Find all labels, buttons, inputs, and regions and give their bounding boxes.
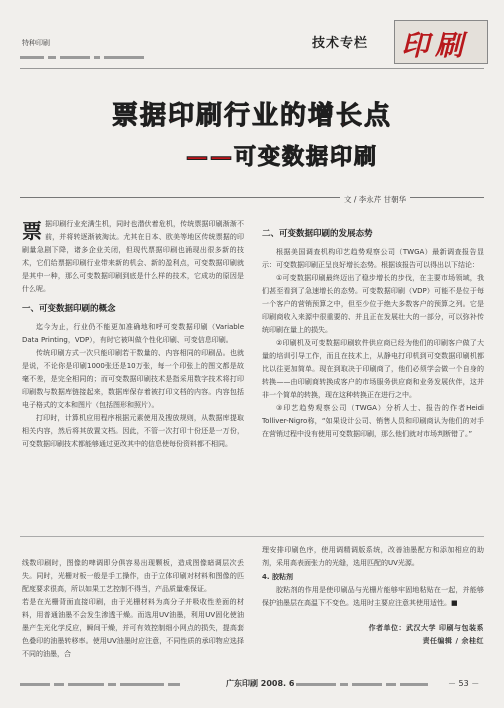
header-dash-row <box>20 56 160 59</box>
bottom-right-p1: 理安排印刷色序，使用调精调版系统，改善油墨配方和添加相应的助剂，采用高表面张力的光缝，选用匹配的UV光源。 <box>262 546 484 567</box>
section1-paragraph: 打印时，计算机应用程序根据元素使用及搜放规则，从数据库提取相关内容，然后将其放置文档。因此，不管一次打印十份还是一万份，可变数据印刷技术都能够通过更改其中的信息使每份资料都不相同。 <box>22 414 244 448</box>
footer-dash-right <box>296 683 436 686</box>
logo-text: 印刷 <box>401 29 470 62</box>
section1-paragraph: 传统印刷方式一次只能印刷若干数量的、内容相同的印刷品。也就是说，不论你是印刷1000张还是10万张，每一个印张上的图文都是故毫不差，是完全相同的；而可变数据印刷技术是指采用数字技术将打印印刷数与数据库链接起来，数据库保存着被打印文档的内容。内容包括电子格式的文本和图片（包括图形和照片）。 <box>22 349 244 409</box>
bottom-right-p2 <box>262 584 484 610</box>
section2-paragraph: ②印刷机及可变数据印刷软件供应商已经为他们的印刷客户做了大量的培训引导工作，而且在技术上，从静电打印机到可变数据印刷机都比以往更加简单。现在到取决于印刷商了，他们必须学会做一个自身的转换——由印刷商转换成客户的市场服务供应商和业务发展伙伴，这并非一个简单的转换，现在这种转换正在进行之中。 <box>262 339 484 399</box>
right-column <box>262 228 484 441</box>
page-number: － 53 － <box>448 679 480 688</box>
header-rule <box>20 68 484 69</box>
logo-badge <box>394 20 488 64</box>
end-mark: ■ <box>451 599 458 607</box>
section2-paragraph: ③印艺趋势观察公司（TWGA）分析人士、报告的作者Heidi Tolliver-Nigro称，“如果设计公司、销售人员和印刷商认为他们的对手在营销过程中没有使用可变数据印刷，那么他们就对市场判断错了。” <box>262 404 484 438</box>
column-title: 技术专栏 <box>312 36 369 51</box>
article-title: 票据印刷行业的增长点 <box>111 101 392 131</box>
bottom-right-p2-text: 胶粘剂的作用是使印刷品与光栅片能够牢固地粘贴在一起，并能够保护油墨层在高温下不变色。选用时主要应注意其使用适性。 <box>262 586 484 607</box>
dropcap: 票 <box>22 219 42 243</box>
editor: 责任编辑 / 余桂红 <box>422 637 484 645</box>
section-heading-1: 一、可变数据印刷的概念 <box>22 304 116 314</box>
intro-text: 据印刷行业充满生机，同时也潜伏着危机，传统票据印刷渐渐不前，并将转逐渐被淘汰。尤其在日本、欧美等地区传统票据的印刷量急剧下降，诸多企业关闭，但现代票据印刷也涌现出很多新的技术，它们给票据印刷行业带来新的机会、新的盈利点，可变数据印刷就是其中一种，那么可变数据印刷到底是什么样的技术，它成功的原因是什么呢。 <box>22 220 244 293</box>
left-column <box>22 218 244 451</box>
footer-dash-left <box>20 683 210 686</box>
article-subtitle: ——可变数据印刷 <box>185 145 378 170</box>
byline-rule <box>20 197 484 198</box>
section1-paragraph: 迄今为止，行业仍不能更加准确地和呼可变数据印刷（Variable Data Printing，VDP），有时它被叫做个性化印刷、可变信息印刷。 <box>22 323 244 344</box>
section-heading-2: 二、可变数据印刷的发展态势 <box>262 229 373 239</box>
author-unit: 作者单位：武汉大学 印刷与包装系 <box>368 624 484 632</box>
bottom-right-column <box>262 544 484 648</box>
footer-magazine: 广东印刷 2008. 6 <box>226 679 295 688</box>
section2-paragraph: ①可变数据印刷最终迈出了稳步增长的步伐，在主要市场领域，我们甚至看到了急速增长的态势。可变数据印刷（VDP）可能不是位于每一个客户的营销预算之中，但至少位于绝大多数客户的预算之列。它是印刷商收入来源中很重要的、并且正在发展壮大的一部分，可以弥补传统印刷在量上的损失。 <box>262 274 484 334</box>
section-tag: 特种印刷 <box>22 39 50 47</box>
glue-heading: 4. 胶粘剂 <box>262 573 293 581</box>
mid-divider <box>20 536 484 537</box>
intro-paragraph <box>22 218 244 296</box>
section2-paragraph: 根据美国调查机构印艺趋势观察公司（TWGA）最新调查报告显示：可变数据印刷正呈良好增长态势。根据该报告可以得出以下结论： <box>262 248 484 269</box>
byline: 文 / 李永芹 甘朝华 <box>340 194 410 205</box>
bottom-left-column <box>22 544 244 661</box>
bottom-left-text: 线数印刷时，图像的啤调即分俱容易出现颗板，造成图像暗调层次丢失。同时，光栅对板一般是手工操作，由于立体印刷对材料和图像的匹配度要求很高，所以如果工艺控制不得当，产品质量难保证。 若是在光栅背面直接印刷，由于光栅材料为高分子并吸收性差面的材料，用普通油墨不会发生渗透干燥。而选用UV油墨，利用UV固化使油墨产生光化学反应，瞬间干燥，并可有效控制细小网点的损失，提高套色叠印的油墨转移率。使用UV油墨时应注意，不同性质的承印物应选择不同的油墨，合 <box>22 559 244 658</box>
